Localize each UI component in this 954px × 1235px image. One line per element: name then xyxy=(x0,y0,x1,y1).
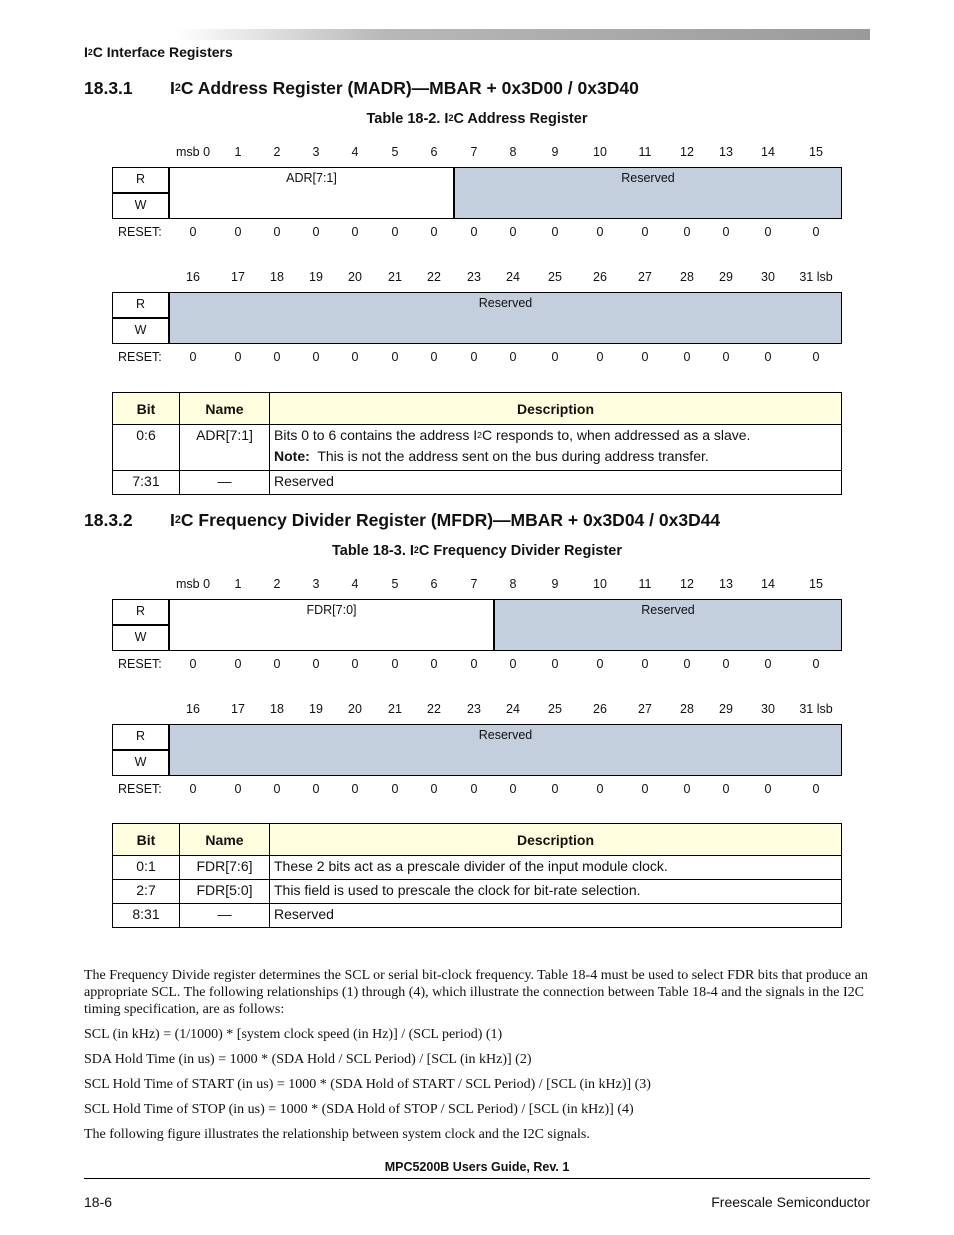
reset-value: 0 xyxy=(430,782,438,796)
reset-value: 0 xyxy=(351,657,359,671)
header-bit: Bit xyxy=(113,393,180,425)
reset-value: 0 xyxy=(391,225,399,239)
bit-number: 21 xyxy=(388,702,402,716)
reset-value: 0 xyxy=(764,657,772,671)
reset-value: 0 xyxy=(189,657,197,671)
bit-number: 4 xyxy=(351,145,359,159)
header-bit: Bit xyxy=(113,824,180,856)
cell-bit: 8:31 xyxy=(113,904,180,928)
cell-bit: 7:31 xyxy=(113,471,180,495)
section-heading-madr: 18.3.1 $I^2C$ Address Register (MADR)—MBAR + 0x3D00 / 0x3D40 xyxy=(84,78,639,98)
cell-name: ADR[7:1] xyxy=(180,425,270,471)
reset-value: 0 xyxy=(641,782,649,796)
reset-value: 0 xyxy=(234,225,242,239)
bit-number: 30 xyxy=(761,702,775,716)
reset-value: 0 xyxy=(312,782,320,796)
running-title: $I^2C$ Interface Registers xyxy=(84,44,233,60)
table-caption-madr: Table 18-2. $I^2C$ Address Register xyxy=(366,111,588,127)
note-label: Note: xyxy=(274,448,310,464)
reset-value: 0 xyxy=(596,350,604,364)
reset-value: 0 xyxy=(391,782,399,796)
body-paragraph: The Frequency Divide register determines the SCL or serial bit-clock frequency. Table 18-4 must be used to select FDR bits that produce an appropriate SCL. The following relationships (1) through (4), which illustrate the connection between Table 18-4 and the signals in the I2C timing specification, are as follows: xyxy=(84,968,868,1017)
bit-number: 22 xyxy=(427,270,441,284)
equation-3: SCL Hold Time of START (in us) = 1000 * (SDA Hold of START / SCL Period) / [SCL (in kHz)] (3) xyxy=(84,1077,651,1092)
header-description: Description xyxy=(270,393,842,425)
row-label-r: R xyxy=(112,724,169,750)
reset-value: 0 xyxy=(641,225,649,239)
footer-doc-title: MPC5200B Users Guide, Rev. 1 xyxy=(384,1160,570,1174)
bit-number: 31 lsb xyxy=(799,702,833,716)
header-description: Description xyxy=(270,824,842,856)
cell-bit: 2:7 xyxy=(113,880,180,904)
bit-number: 31 lsb xyxy=(799,270,833,284)
reset-value: 0 xyxy=(273,225,281,239)
reset-value: 0 xyxy=(812,782,820,796)
reset-value: 0 xyxy=(551,350,559,364)
reset-value: 0 xyxy=(470,782,478,796)
bit-number: 5 xyxy=(391,577,399,591)
reset-value: 0 xyxy=(470,225,478,239)
bit-number: 27 xyxy=(638,270,652,284)
reset-value: 0 xyxy=(273,782,281,796)
cell-name: FDR[5:0] xyxy=(180,880,270,904)
bit-number: 20 xyxy=(348,702,362,716)
field-reserved: Reserved xyxy=(169,724,842,776)
footer-company: Freescale Semiconductor xyxy=(711,1194,870,1210)
cell-name: — xyxy=(180,904,270,928)
row-label-r: R xyxy=(112,167,169,193)
bit-number: 21 xyxy=(388,270,402,284)
reset-label: RESET: xyxy=(118,350,162,364)
reset-value: 0 xyxy=(351,350,359,364)
bit-number: 14 xyxy=(761,577,775,591)
reset-value: 0 xyxy=(234,657,242,671)
bit-number: 23 xyxy=(467,702,481,716)
reset-value: 0 xyxy=(189,782,197,796)
bit-number: 3 xyxy=(312,577,320,591)
equation-4: SCL Hold Time of STOP (in us) = 1000 * (SDA Hold of STOP / SCL Period) / [SCL (in kHz)] (4) xyxy=(84,1102,634,1117)
reset-value: 0 xyxy=(596,782,604,796)
bit-number: 11 xyxy=(638,145,652,159)
bit-number: 30 xyxy=(761,270,775,284)
bit-number: 12 xyxy=(680,145,694,159)
cell-description: Reserved xyxy=(270,471,842,495)
bit-number: 9 xyxy=(551,145,559,159)
bit-number: 18 xyxy=(270,702,284,716)
bit-number: 9 xyxy=(551,577,559,591)
reset-value: 0 xyxy=(351,225,359,239)
bit-number: 10 xyxy=(593,577,607,591)
bit-number: 8 xyxy=(509,145,517,159)
reset-value: 0 xyxy=(430,350,438,364)
bit-number: 26 xyxy=(593,270,607,284)
bit-number: 6 xyxy=(430,145,438,159)
equation-2: SDA Hold Time (in us) = 1000 * (SDA Hold / SCL Period) / [SCL (in kHz)] (2) xyxy=(84,1052,532,1067)
reset-value: 0 xyxy=(551,225,559,239)
reset-value: 0 xyxy=(234,350,242,364)
table-caption-mfdr: Table 18-3. $I^2C$ Frequency Divider Register xyxy=(331,543,622,559)
bit-number: 23 xyxy=(467,270,481,284)
bit-number: 29 xyxy=(719,702,733,716)
reset-value: 0 xyxy=(683,225,691,239)
bit-number: 18 xyxy=(270,270,284,284)
bit-number: 13 xyxy=(719,577,733,591)
field-reserved: Reserved xyxy=(494,599,842,651)
bit-number: 25 xyxy=(548,270,562,284)
bit-number: msb 0 xyxy=(175,145,211,159)
bit-number: 2 xyxy=(273,145,281,159)
bit-number: 25 xyxy=(548,702,562,716)
bit-number: 15 xyxy=(809,577,823,591)
bit-number: 15 xyxy=(809,145,823,159)
reset-value: 0 xyxy=(641,657,649,671)
reset-value: 0 xyxy=(722,225,730,239)
reset-value: 0 xyxy=(683,350,691,364)
bit-number: 19 xyxy=(309,270,323,284)
row-label-r: R xyxy=(112,599,169,625)
bit-number: 20 xyxy=(348,270,362,284)
section-heading-mfdr: 18.3.2 $I^2C$ Frequency Divider Register (MFDR)—MBAR + 0x3D04 / 0x3D44 xyxy=(84,510,721,530)
reset-value: 0 xyxy=(596,225,604,239)
reset-value: 0 xyxy=(812,225,820,239)
reset-value: 0 xyxy=(509,225,517,239)
mfdr-description-table xyxy=(112,823,842,928)
row-label-w: W xyxy=(112,318,169,344)
header-name: Name xyxy=(180,393,270,425)
reset-value: 0 xyxy=(722,350,730,364)
bit-number: 29 xyxy=(719,270,733,284)
bit-number: 24 xyxy=(506,702,520,716)
bit-number: 16 xyxy=(186,270,200,284)
reset-value: 0 xyxy=(470,350,478,364)
bit-number: 17 xyxy=(231,270,245,284)
reset-value: 0 xyxy=(391,657,399,671)
reset-value: 0 xyxy=(722,657,730,671)
body-paragraph-figure-intro: The following figure illustrates the relationship between system clock and the I2C signals. xyxy=(84,1127,590,1142)
bit-number: 28 xyxy=(680,270,694,284)
bit-number: 28 xyxy=(680,702,694,716)
row-label-w: W xyxy=(112,625,169,651)
bit-number: 12 xyxy=(680,577,694,591)
cell-description: This field is used to prescale the clock for bit-rate selection. xyxy=(270,880,842,904)
row-label-w: W xyxy=(112,193,169,219)
bit-number: 2 xyxy=(273,577,281,591)
field-mfdr: FDR[7:0] xyxy=(169,599,494,651)
reset-label: RESET: xyxy=(118,782,162,796)
cell-name: FDR[7:6] xyxy=(180,856,270,880)
cell-description: These 2 bits act as a prescale divider of the input module clock. xyxy=(270,856,842,880)
bit-number: 3 xyxy=(312,145,320,159)
field-madr: ADR[7:1] xyxy=(169,167,454,219)
bit-number: 7 xyxy=(470,145,478,159)
row-label-r: R xyxy=(112,292,169,318)
bit-number: 5 xyxy=(391,145,399,159)
reset-value: 0 xyxy=(722,782,730,796)
reset-value: 0 xyxy=(683,657,691,671)
madr-description-table xyxy=(112,392,842,495)
reset-value: 0 xyxy=(312,350,320,364)
equation-1: SCL (in kHz) = (1/1000) * [system clock speed (in Hz)] / (SCL period) (1) xyxy=(84,1027,503,1042)
cell-name: — xyxy=(180,471,270,495)
reset-value: 0 xyxy=(812,350,820,364)
reset-value: 0 xyxy=(551,782,559,796)
field-reserved: Reserved xyxy=(454,167,842,219)
reset-value: 0 xyxy=(430,225,438,239)
bit-number: msb 0 xyxy=(175,577,211,591)
field-reserved: Reserved xyxy=(169,292,842,344)
reset-value: 0 xyxy=(509,657,517,671)
bit-number: 14 xyxy=(761,145,775,159)
reset-value: 0 xyxy=(351,782,359,796)
reset-value: 0 xyxy=(764,782,772,796)
bit-number: 7 xyxy=(470,577,478,591)
reset-value: 0 xyxy=(189,350,197,364)
cell-description: Reserved xyxy=(270,904,842,928)
reset-value: 0 xyxy=(764,350,772,364)
reset-value: 0 xyxy=(391,350,399,364)
reset-value: 0 xyxy=(234,782,242,796)
footer-page-number: 18-6 xyxy=(84,1194,113,1210)
row-label-w: W xyxy=(112,750,169,776)
cell-bit: 0:1 xyxy=(113,856,180,880)
header-bar xyxy=(175,29,870,40)
reset-label: RESET: xyxy=(118,225,162,239)
bit-number: 24 xyxy=(506,270,520,284)
reset-value: 0 xyxy=(312,225,320,239)
cell-bit: 0:6 xyxy=(113,425,180,471)
reset-value: 0 xyxy=(470,657,478,671)
cell-description: Bits 0 to 6 contains the address $I^2C$ responds to, when addressed as a slave. Note: This is not the address sent on the bus during address transfer. xyxy=(270,425,842,471)
reset-value: 0 xyxy=(273,350,281,364)
bit-number: 6 xyxy=(430,577,438,591)
reset-value: 0 xyxy=(509,350,517,364)
reset-value: 0 xyxy=(596,657,604,671)
reset-value: 0 xyxy=(312,657,320,671)
note-text: This is not the address sent on the bus during address transfer. xyxy=(317,448,709,464)
footer-rule xyxy=(84,1178,870,1179)
reset-value: 0 xyxy=(683,782,691,796)
reset-value: 0 xyxy=(430,657,438,671)
reset-value: 0 xyxy=(764,225,772,239)
bit-number: 1 xyxy=(234,145,242,159)
bit-number: 8 xyxy=(509,577,517,591)
bit-number: 17 xyxy=(231,702,245,716)
bit-number: 27 xyxy=(638,702,652,716)
reset-label: RESET: xyxy=(118,657,162,671)
reset-value: 0 xyxy=(189,225,197,239)
bit-number: 11 xyxy=(638,577,652,591)
header-name: Name xyxy=(180,824,270,856)
bit-number: 13 xyxy=(719,145,733,159)
reset-value: 0 xyxy=(641,350,649,364)
bit-number: 22 xyxy=(427,702,441,716)
reset-value: 0 xyxy=(509,782,517,796)
reset-value: 0 xyxy=(812,657,820,671)
reset-value: 0 xyxy=(551,657,559,671)
bit-number: 10 xyxy=(593,145,607,159)
bit-number: 19 xyxy=(309,702,323,716)
bit-number: 4 xyxy=(351,577,359,591)
bit-number: 26 xyxy=(593,702,607,716)
bit-number: 1 xyxy=(234,577,242,591)
reset-value: 0 xyxy=(273,657,281,671)
bit-number: 16 xyxy=(186,702,200,716)
